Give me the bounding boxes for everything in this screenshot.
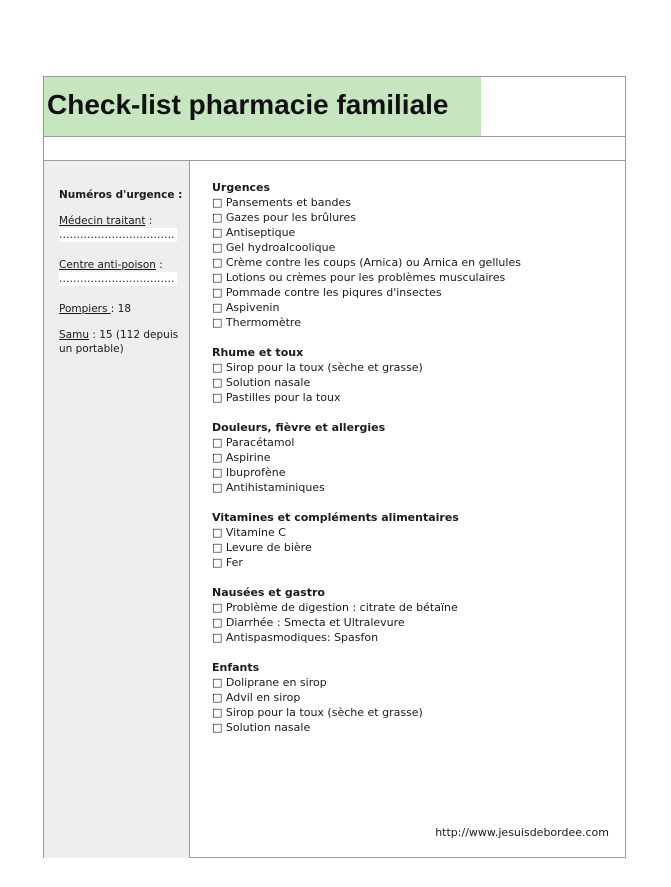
column-divider <box>189 161 190 858</box>
checklist-item: □ Antihistaminiques <box>212 481 325 494</box>
section-title: Nausées et gastro <box>212 586 325 599</box>
emergency-heading: Numéros d'urgence : <box>59 189 183 201</box>
section-enfants <box>212 660 612 735</box>
checklist-item: □ Diarrhée : Smecta et Ultralevure <box>212 616 405 629</box>
footer-url[interactable]: http://www.jesuisdebordee.com <box>435 826 609 839</box>
section-title: Urgences <box>212 181 271 194</box>
checklist-item: □ Antispasmodiques: Spasfon <box>212 631 379 644</box>
doctor-suffix: : <box>145 215 153 227</box>
samu-entry <box>59 328 184 356</box>
checklist-item: □ Antiseptique <box>212 226 296 239</box>
checklist-item: □ Sirop pour la toux (sèche et grasse) <box>212 706 423 719</box>
section-title: Douleurs, fièvre et allergies <box>212 421 386 434</box>
poison-center-suffix: : <box>155 259 163 271</box>
checklist-item: □ Crème contre les coups (Arnica) ou Arnica en gellules <box>212 256 521 269</box>
checklist-item: □ Ibuprofène <box>212 466 286 479</box>
section-title: Rhume et toux <box>212 346 304 359</box>
checklist-item: □ Pansements et bandes <box>212 196 351 209</box>
checklist-item: □ Gel hydroalcoolique <box>212 241 336 254</box>
checklist-item: □ Vitamine C <box>212 526 286 539</box>
doctor-label: Médecin traitant <box>59 215 146 227</box>
section-douleurs <box>212 420 612 495</box>
emergency-sidebar <box>44 161 189 858</box>
checklist-content <box>212 180 612 750</box>
checklist-item: □ Problème de digestion : citrate de bétaïne <box>212 601 458 614</box>
checklist-item: □ Aspivenin <box>212 301 280 314</box>
section-title: Enfants <box>212 661 260 674</box>
section-vitamines <box>212 510 612 570</box>
checklist-item: □ Sirop pour la toux (sèche et grasse) <box>212 361 423 374</box>
samu-label: Samu <box>59 329 89 341</box>
section-rhume-toux <box>212 345 612 405</box>
checklist-item: □ Pastilles pour la toux <box>212 391 341 404</box>
firefighters-label: Pompiers <box>59 303 111 315</box>
poison-center-label: Centre anti-poison <box>59 259 156 271</box>
checklist-frame <box>43 76 626 858</box>
checklist-item: □ Fer <box>212 556 243 569</box>
checklist-item: □ Levure de bière <box>212 541 312 554</box>
checklist-item: □ Paracétamol <box>212 436 295 449</box>
poison-center-blank: …………………………… <box>59 272 177 286</box>
doctor-entry <box>59 214 184 246</box>
divider-top <box>44 136 625 137</box>
checklist-item: □ Solution nasale <box>212 376 311 389</box>
section-nausees <box>212 585 612 645</box>
samu-number: : 15 (112 depuis un portable) <box>59 329 179 355</box>
firefighters-entry <box>59 302 184 316</box>
doctor-blank: …………………………… <box>59 228 177 242</box>
checklist-item: □ Aspirine <box>212 451 271 464</box>
checklist-item: □ Doliprane en sirop <box>212 676 327 689</box>
poison-center-entry <box>59 258 184 290</box>
checklist-item: □ Lotions ou crèmes pour les problèmes musculaires <box>212 271 506 284</box>
section-title: Vitamines et compléments alimentaires <box>212 511 459 524</box>
section-urgences <box>212 180 612 330</box>
title-band <box>44 77 481 137</box>
emergency-numbers <box>59 188 184 368</box>
checklist-item: □ Gazes pour les brûlures <box>212 211 356 224</box>
checklist-item: □ Solution nasale <box>212 721 311 734</box>
checklist-item: □ Thermomètre <box>212 316 301 329</box>
page-title: Check-list pharmacie familiale <box>47 89 449 120</box>
checklist-item: □ Advil en sirop <box>212 691 301 704</box>
checklist-item: □ Pommade contre les piqures d'insectes <box>212 286 442 299</box>
firefighters-number: : 18 <box>110 303 132 315</box>
